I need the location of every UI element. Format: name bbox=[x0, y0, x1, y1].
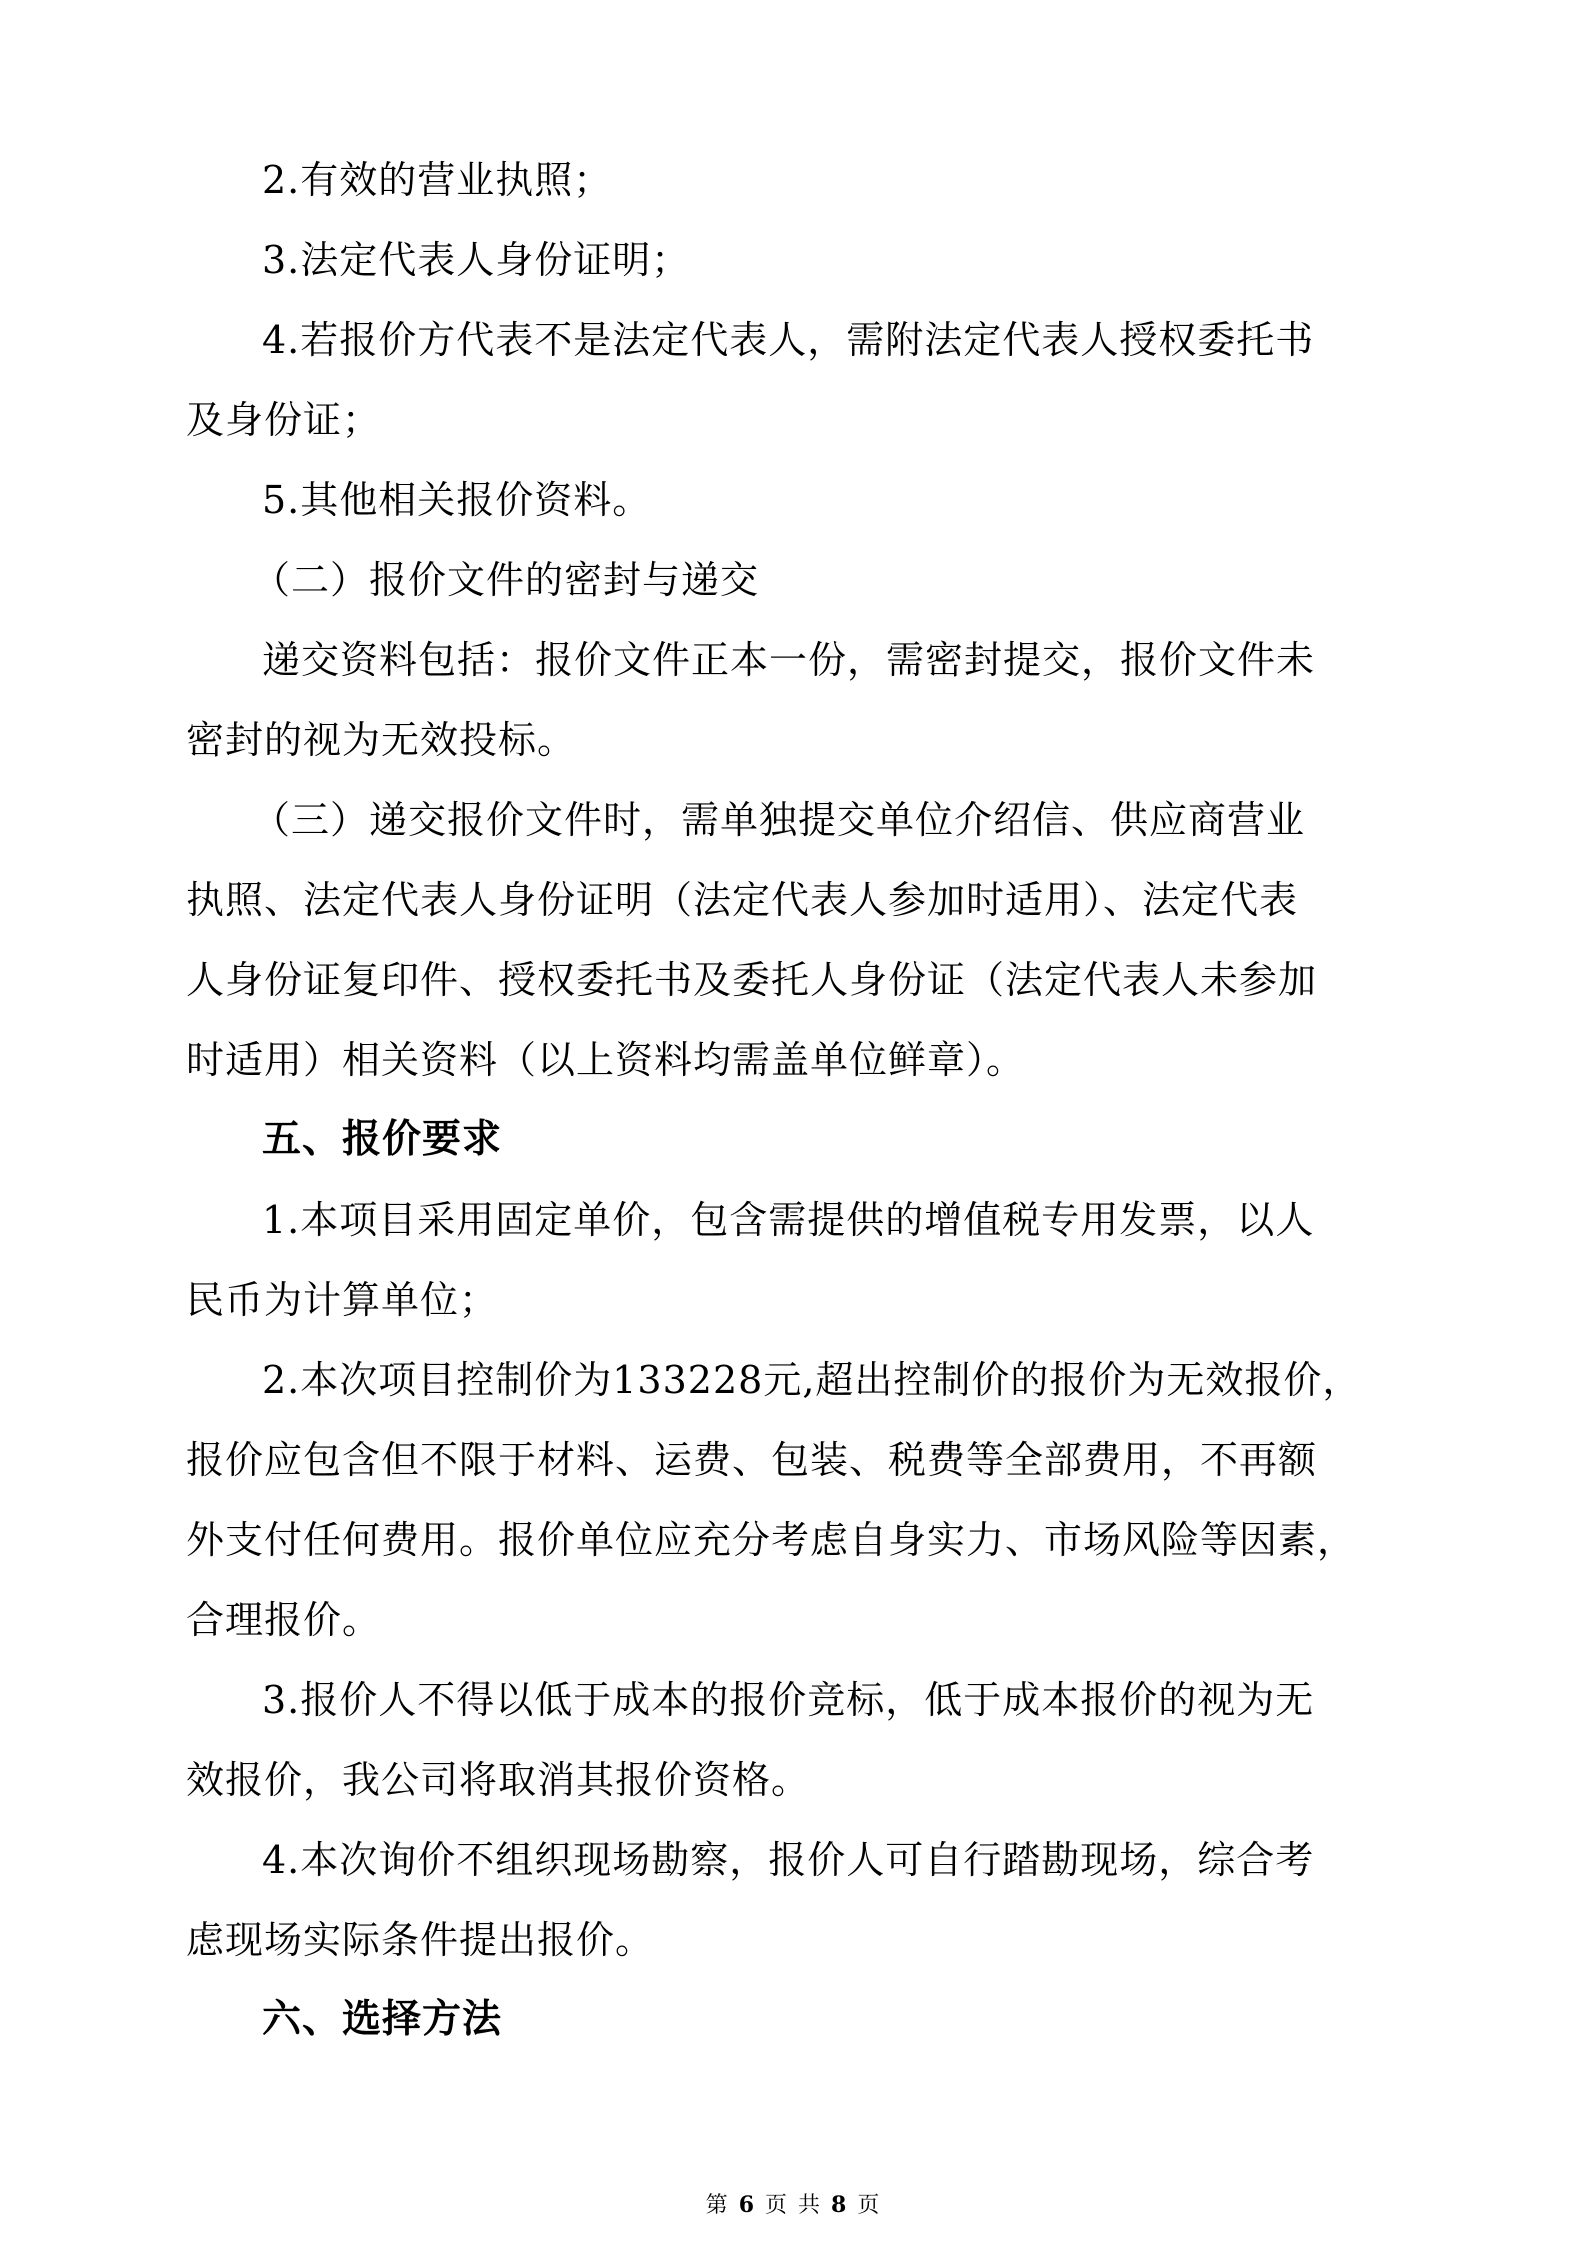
subsection-title: （二）报价文件的密封与递交 bbox=[252, 558, 760, 602]
list-item: 5.其他相关报价资料。 bbox=[262, 478, 652, 522]
paragraph-continuation: 外支付任何费用。报价单位应充分考虑自身实力、市场风险等因素， bbox=[186, 1518, 1357, 1562]
paragraph-continuation: 密封的视为无效投标。 bbox=[186, 718, 577, 762]
footer-prefix: 第 bbox=[705, 2193, 730, 2218]
list-item: 2.本次项目控制价为133228元,超出控制价的报价为无效报价， bbox=[262, 1358, 1362, 1402]
list-item: 4.本次询价不组织现场勘察，报价人可自行踏勘现场，综合考 bbox=[262, 1838, 1315, 1882]
section-heading: 六、选择方法 bbox=[262, 1997, 503, 2042]
paragraph-continuation: 民币为计算单位； bbox=[186, 1278, 499, 1322]
paragraph-continuation: 合理报价。 bbox=[186, 1598, 382, 1642]
page-total: 8 bbox=[831, 2192, 849, 2218]
page-number: 6 bbox=[738, 2192, 756, 2218]
list-item: 1.本项目采用固定单价，包含需提供的增值税专用发票，以人 bbox=[262, 1198, 1315, 1242]
paragraph-continuation: 报价应包含但不限于材料、运费、包装、税费等全部费用，不再额 bbox=[186, 1438, 1318, 1482]
section-heading: 五、报价要求 bbox=[262, 1117, 503, 1162]
paragraph: （三）递交报价文件时，需单独提交单位介绍信、供应商营业 bbox=[252, 798, 1306, 842]
list-item: 3.法定代表人身份证明； bbox=[262, 238, 691, 282]
footer-middle: 页 共 bbox=[765, 2193, 822, 2218]
paragraph-continuation: 人身份证复印件、授权委托书及委托人身份证（法定代表人未参加 bbox=[186, 958, 1318, 1002]
list-item: 2.有效的营业执照； bbox=[262, 158, 613, 202]
list-item: 3.报价人不得以低于成本的报价竞标，低于成本报价的视为无 bbox=[262, 1678, 1315, 1722]
paragraph-continuation: 时适用）相关资料（以上资料均需盖单位鲜章）。 bbox=[186, 1038, 1026, 1082]
paragraph-continuation: 效报价，我公司将取消其报价资格。 bbox=[186, 1758, 811, 1802]
paragraph: 递交资料包括：报价文件正本一份，需密封提交，报价文件未 bbox=[262, 638, 1316, 682]
list-item: 4.若报价方代表不是法定代表人，需附法定代表人授权委托书 bbox=[262, 318, 1315, 362]
paragraph-continuation: 执照、法定代表人身份证明（法定代表人参加时适用）、法定代表 bbox=[186, 878, 1299, 922]
paragraph-continuation: 虑现场实际条件提出报价。 bbox=[186, 1918, 655, 1962]
paragraph-continuation: 及身份证； bbox=[186, 398, 382, 442]
document-body bbox=[186, 140, 1432, 2060]
page-footer bbox=[0, 2188, 1587, 2219]
footer-suffix: 页 bbox=[857, 2193, 882, 2218]
